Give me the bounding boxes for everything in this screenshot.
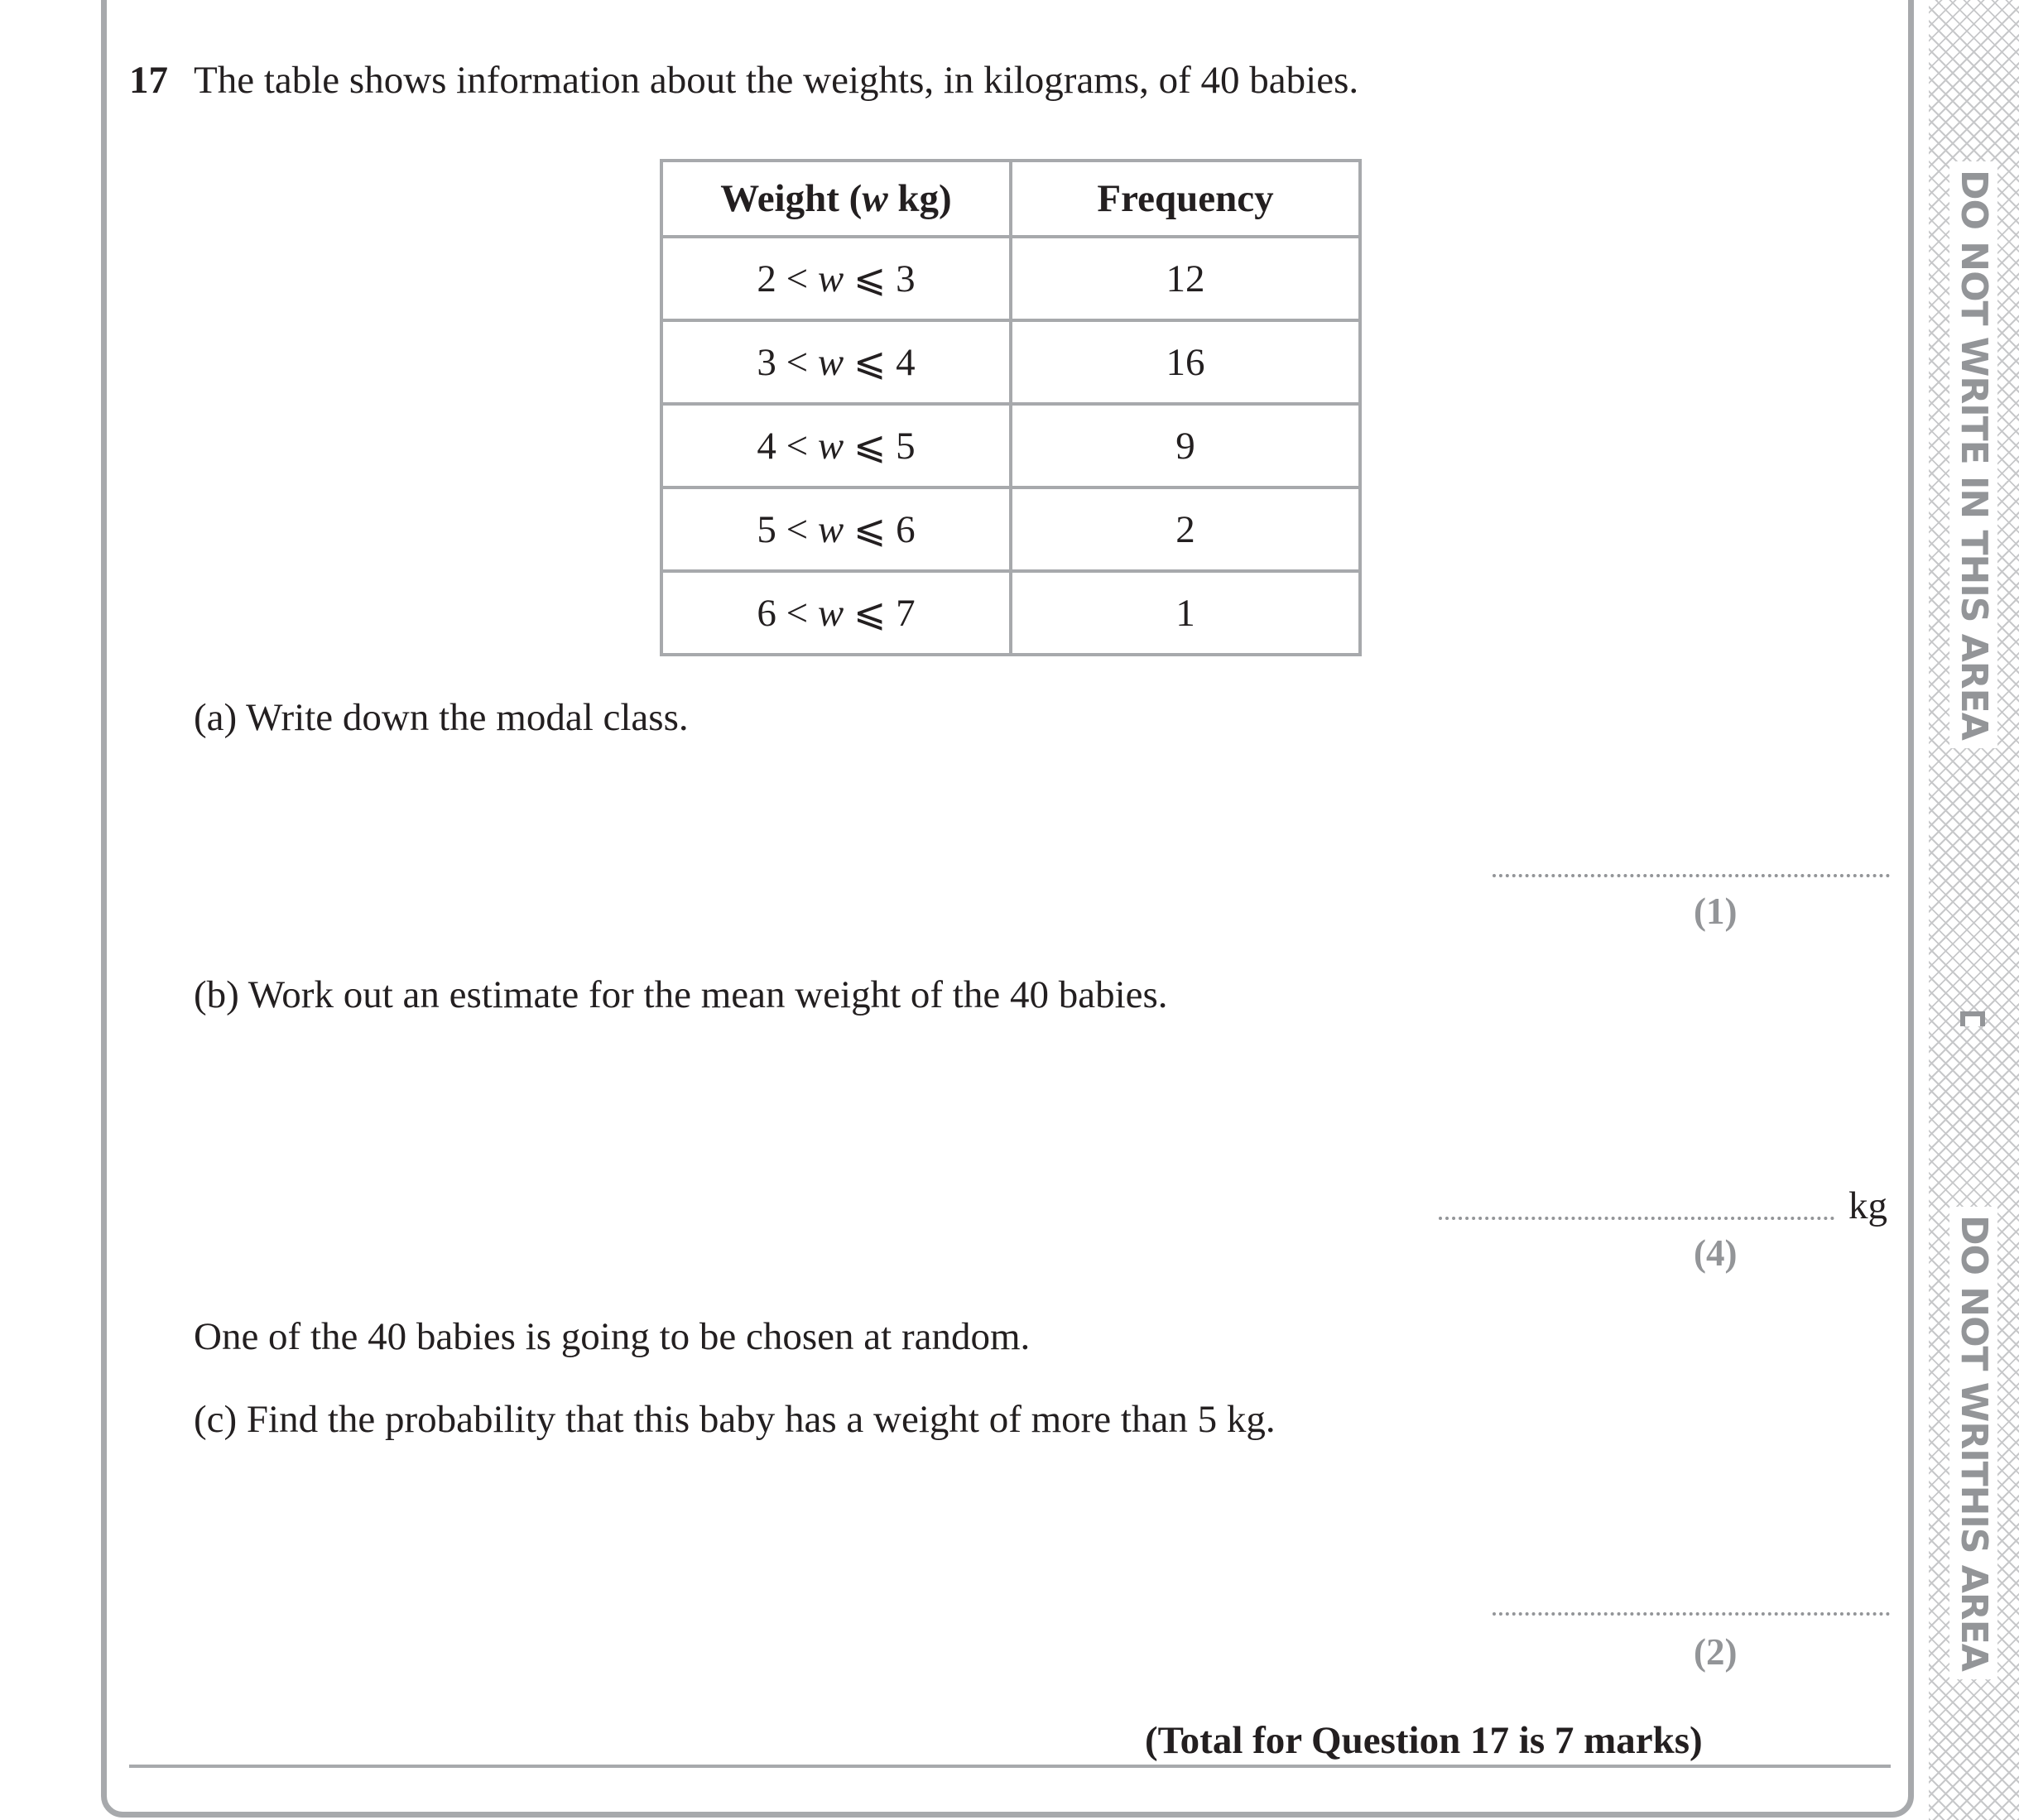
part-b-answer-line[interactable] bbox=[1439, 1217, 1834, 1220]
part-a-question: (a) Write down the modal class. bbox=[194, 696, 689, 739]
frequency-cell: 12 bbox=[1011, 237, 1360, 320]
table-header-row bbox=[661, 161, 1360, 237]
frequency-column-header: Frequency bbox=[1011, 161, 1360, 237]
frequency-cell: 2 bbox=[1011, 487, 1360, 571]
do-not-write-label-bottom: DO NOT WRITHIS AREA bbox=[1949, 1207, 1997, 1679]
question-end-rule bbox=[129, 1765, 1891, 1768]
weight-cell: 4 < w ⩽ 5 bbox=[661, 404, 1011, 487]
table-row bbox=[661, 487, 1360, 571]
part-c-answer-line[interactable] bbox=[1493, 1612, 1890, 1616]
table-row bbox=[661, 571, 1360, 655]
weight-cell: 2 < w ⩽ 3 bbox=[661, 237, 1011, 320]
table-row bbox=[661, 404, 1360, 487]
question-intro: The table shows information about the weights, in kilograms, of 40 babies. bbox=[194, 59, 1359, 102]
part-c-question: (c) Find the probability that this baby has a weight of more than 5 kg. bbox=[194, 1398, 1276, 1441]
part-a-answer-line[interactable] bbox=[1493, 874, 1890, 877]
frequency-cell: 16 bbox=[1011, 320, 1360, 404]
do-not-write-label-top: DO NOT WRITE IN THIS AREA bbox=[1949, 161, 1997, 748]
part-a-marks: (1) bbox=[1694, 891, 1738, 932]
frequency-cell: 1 bbox=[1011, 571, 1360, 655]
weight-cell: 3 < w ⩽ 4 bbox=[661, 320, 1011, 404]
part-b-unit: kg bbox=[1848, 1184, 1887, 1227]
question-number: 17 bbox=[129, 59, 168, 102]
question-total-marks: (Total for Question 17 is 7 marks) bbox=[1145, 1719, 1703, 1762]
part-c-marks: (2) bbox=[1694, 1631, 1738, 1673]
table-row bbox=[661, 237, 1360, 320]
weights-table bbox=[660, 159, 1362, 656]
part-c-intro: One of the 40 babies is going to be chosen at random. bbox=[194, 1315, 1031, 1358]
table-row bbox=[661, 320, 1360, 404]
weight-column-header: Weight (w kg) bbox=[661, 161, 1011, 237]
weight-cell: 5 < w ⩽ 6 bbox=[661, 487, 1011, 571]
weight-cell: 6 < w ⩽ 7 bbox=[661, 571, 1011, 655]
part-b-marks: (4) bbox=[1694, 1232, 1738, 1274]
part-b-question: (b) Work out an estimate for the mean weight of the 40 babies. bbox=[194, 973, 1168, 1016]
strip-divider-mark bbox=[1960, 1011, 1985, 1026]
frequency-cell: 9 bbox=[1011, 404, 1360, 487]
